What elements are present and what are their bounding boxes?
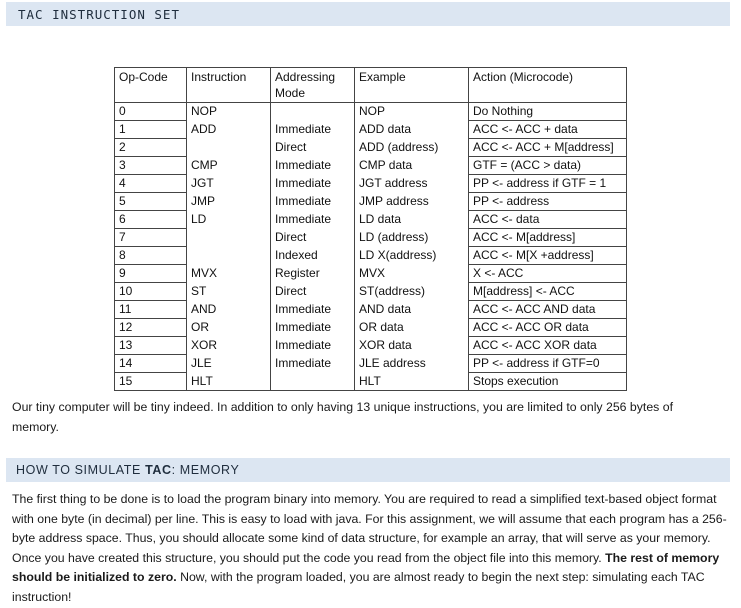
section-title-bold: TAC: [145, 463, 172, 477]
addressing-mode-cell: Immediate: [271, 193, 355, 211]
opcode-cell: 15: [115, 373, 187, 391]
opcode-cell: 13: [115, 337, 187, 355]
table-row: [115, 103, 627, 121]
memory-line-1: The first thing to be done is to load the program binary into memory. You are required to read a simplified text-based object format: [12, 492, 717, 506]
instruction-cell: XOR: [187, 337, 271, 355]
opcode-cell: 12: [115, 319, 187, 337]
table-row: [115, 229, 627, 247]
instruction-cell: JLE: [187, 355, 271, 373]
table-row: [115, 121, 627, 139]
instruction-cell: [187, 229, 271, 247]
intro-line-1: Our tiny computer will be tiny indeed. In addition to only having 13 unique instructions, you are limited to only 256 bytes of: [12, 400, 673, 414]
action-cell: ACC <- ACC + data: [469, 121, 627, 139]
instruction-cell: CMP: [187, 157, 271, 175]
action-cell: M[address] <- ACC: [469, 283, 627, 301]
action-cell: GTF = (ACC > data): [469, 157, 627, 175]
addressing-mode-cell: Immediate: [271, 337, 355, 355]
table-row: [115, 247, 627, 265]
table-row: [115, 193, 627, 211]
example-cell: AND data: [355, 301, 469, 319]
instruction-cell: NOP: [187, 103, 271, 121]
action-cell: ACC <- ACC OR data: [469, 319, 627, 337]
action-cell: ACC <- ACC + M[address]: [469, 139, 627, 157]
header-addressing-line1: Addressing: [275, 70, 336, 84]
intro-line-2: memory.: [12, 419, 59, 434]
action-cell: ACC <- M[X +address]: [469, 247, 627, 265]
example-cell: JLE address: [355, 355, 469, 373]
example-cell: ST(address): [355, 283, 469, 301]
addressing-mode-cell: Immediate: [271, 157, 355, 175]
example-cell: CMP data: [355, 157, 469, 175]
action-cell: PP <- address: [469, 193, 627, 211]
example-cell: LD data: [355, 211, 469, 229]
header-addressing-mode: [271, 68, 355, 103]
opcode-cell: 9: [115, 265, 187, 283]
table-row: [115, 283, 627, 301]
action-cell: ACC <- ACC XOR data: [469, 337, 627, 355]
addressing-mode-cell: [271, 103, 355, 121]
memory-paragraph: [12, 490, 727, 607]
table-header-row: [115, 68, 627, 103]
action-cell: Stops execution: [469, 373, 627, 391]
instruction-cell: OR: [187, 319, 271, 337]
section-title-prefix: HOW TO SIMULATE: [16, 463, 146, 477]
action-cell: Do Nothing: [469, 103, 627, 121]
header-addressing-line2: Mode: [275, 86, 306, 100]
memory-line-3: byte address space. Thus, you should allocate some kind of data structure, for example an array, that will serve as your memory.: [12, 531, 711, 545]
instruction-cell: JMP: [187, 193, 271, 211]
action-cell: ACC <- data: [469, 211, 627, 229]
section-heading-instruction-set: [6, 2, 730, 26]
example-cell: LD (address): [355, 229, 469, 247]
instruction-cell: [187, 139, 271, 157]
header-action: Action (Microcode): [469, 68, 627, 103]
opcode-cell: 1: [115, 121, 187, 139]
example-cell: MVX: [355, 265, 469, 283]
example-cell: LD X(address): [355, 247, 469, 265]
addressing-mode-cell: Immediate: [271, 319, 355, 337]
table-body: [115, 103, 627, 391]
example-cell: JMP address: [355, 193, 469, 211]
instruction-cell: HLT: [187, 373, 271, 391]
opcode-cell: 7: [115, 229, 187, 247]
opcode-cell: 2: [115, 139, 187, 157]
opcode-cell: 11: [115, 301, 187, 319]
action-cell: ACC <- ACC AND data: [469, 301, 627, 319]
memory-line-5-normal: Now, with the program loaded, you are almost ready to begin the next step: simulating each TAC: [176, 570, 705, 584]
table-row: [115, 265, 627, 283]
table-row: [115, 175, 627, 193]
header-opcode: Op-Code: [115, 68, 187, 103]
opcode-cell: 4: [115, 175, 187, 193]
addressing-mode-cell: Direct: [271, 283, 355, 301]
memory-line-5: [12, 568, 727, 588]
instruction-cell: MVX: [187, 265, 271, 283]
action-cell: ACC <- M[address]: [469, 229, 627, 247]
opcode-cell: 5: [115, 193, 187, 211]
example-cell: XOR data: [355, 337, 469, 355]
instruction-cell: ST: [187, 283, 271, 301]
example-cell: NOP: [355, 103, 469, 121]
action-cell: PP <- address if GTF = 1: [469, 175, 627, 193]
header-instruction: Instruction: [187, 68, 271, 103]
example-cell: ADD data: [355, 121, 469, 139]
instruction-cell: JGT: [187, 175, 271, 193]
table-row: [115, 139, 627, 157]
table-row: [115, 355, 627, 373]
memory-line-4: [12, 549, 727, 569]
memory-line-4-normal: Once you have created this structure, you should put the code you read from the object file into this memory.: [12, 550, 606, 565]
addressing-mode-cell: Immediate: [271, 355, 355, 373]
addressing-mode-cell: Indexed: [271, 247, 355, 265]
header-example: Example: [355, 68, 469, 103]
addressing-mode-cell: Immediate: [271, 121, 355, 139]
opcode-cell: 3: [115, 157, 187, 175]
opcode-cell: 14: [115, 355, 187, 373]
opcode-cell: 0: [115, 103, 187, 121]
addressing-mode-cell: Direct: [271, 229, 355, 247]
instruction-cell: AND: [187, 301, 271, 319]
section-heading-memory: [6, 458, 730, 482]
action-cell: X <- ACC: [469, 265, 627, 283]
addressing-mode-cell: Immediate: [271, 301, 355, 319]
instruction-cell: [187, 247, 271, 265]
instruction-cell: ADD: [187, 121, 271, 139]
memory-line-6: instruction!: [12, 589, 72, 604]
example-cell: HLT: [355, 373, 469, 391]
addressing-mode-cell: Direct: [271, 139, 355, 157]
table-row: [115, 211, 627, 229]
instruction-set-table: [114, 67, 627, 391]
table-row: [115, 373, 627, 391]
addressing-mode-cell: [271, 373, 355, 391]
memory-line-5-bold: should be initialized to zero.: [12, 570, 177, 584]
instruction-cell: LD: [187, 211, 271, 229]
opcode-cell: 6: [115, 211, 187, 229]
example-cell: ADD (address): [355, 139, 469, 157]
section-title-memory: [16, 463, 239, 477]
table-row: [115, 301, 627, 319]
example-cell: JGT address: [355, 175, 469, 193]
intro-paragraph: [12, 398, 673, 437]
section-title-suffix: : MEMORY: [171, 463, 240, 477]
addressing-mode-cell: Immediate: [271, 211, 355, 229]
table-row: [115, 337, 627, 355]
section-title: TAC INSTRUCTION SET: [18, 7, 180, 22]
addressing-mode-cell: Immediate: [271, 175, 355, 193]
table-row: [115, 157, 627, 175]
action-cell: PP <- address if GTF=0: [469, 355, 627, 373]
memory-line-4-bold: The rest of memory: [605, 550, 720, 565]
opcode-cell: 8: [115, 247, 187, 265]
example-cell: OR data: [355, 319, 469, 337]
table-row: [115, 319, 627, 337]
memory-line-2: with one byte (in decimal) per line. This is easy to load with java. For this assignment, we will assume that each program has a 256-: [12, 511, 727, 526]
addressing-mode-cell: Register: [271, 265, 355, 283]
opcode-cell: 10: [115, 283, 187, 301]
